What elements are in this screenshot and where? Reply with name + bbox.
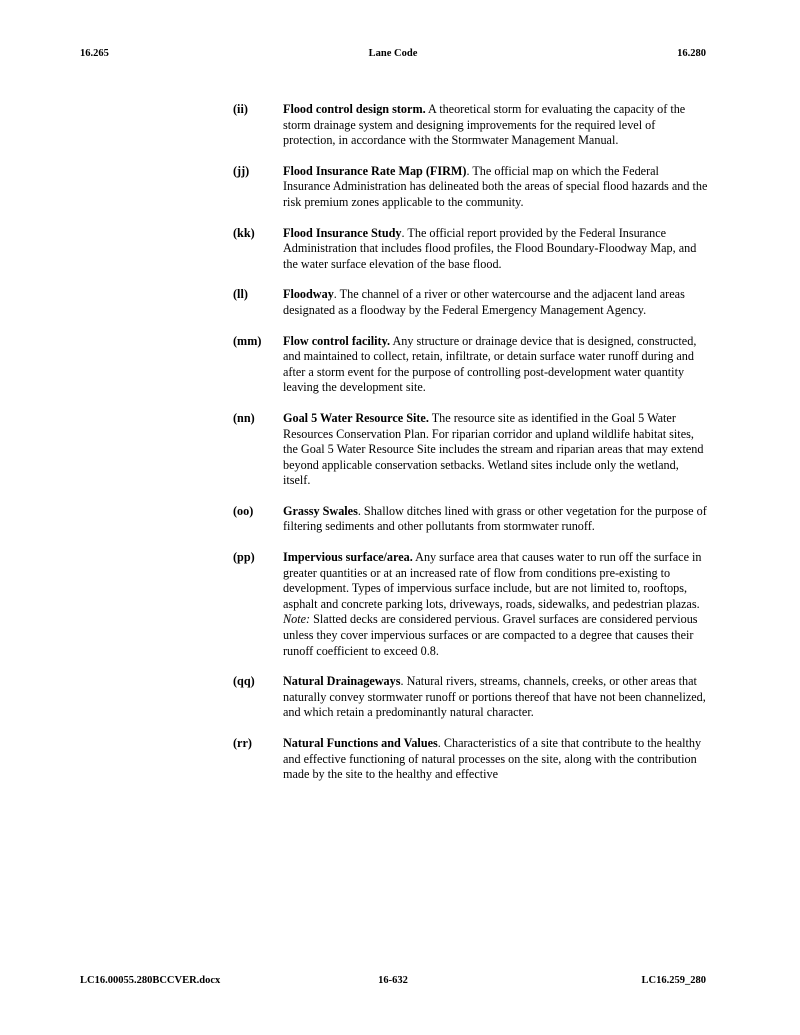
definition-text: Any structure or drainage device that is designed, constructed, and maintained to collect, retain, infiltrate, or detain surface water runoff during and after a storm event for the purpose of controlling post-development water quantity leaving the development site. bbox=[283, 333, 697, 395]
definition-term: Natural Drainageways bbox=[283, 674, 401, 689]
definition-ii bbox=[233, 102, 709, 149]
definition-text: The resource site as identified in the Goal 5 Water Resources Conservation Plan. For riparian corridor and upland wildlife habitat sites, the Goal 5 Water Resource Site includes the stream and riparian areas that may extend beyond applicable conservation setbacks. Wetland sites include only the wetland, itself. bbox=[283, 410, 704, 488]
footer-section-range: LC16.259_280 bbox=[641, 975, 706, 986]
header-section-end: 16.280 bbox=[677, 48, 706, 59]
definition-text: . The official report provided by the Federal Insurance Administration that includes flood profiles, the Flood Boundary-Floodway Map, and the water surface elevation of the base flood. bbox=[283, 225, 697, 271]
definition-text: A theoretical storm for evaluating the capacity of the storm drainage system and designing improvements for the required level of protection, in accordance with the Stormwater Management Manual. bbox=[283, 102, 686, 148]
definition-label: (rr) bbox=[233, 736, 252, 750]
definition-text: . The channel of a river or other watercourse and the adjacent land areas designated as a floodway by the Federal Emergency Management Agency. bbox=[283, 287, 685, 317]
definition-oo bbox=[233, 504, 709, 535]
definition-label: (qq) bbox=[233, 674, 255, 689]
definition-label: (ll) bbox=[233, 287, 248, 302]
definition-term: Goal 5 Water Resource Site. bbox=[283, 410, 429, 425]
definition-term: Natural Functions and Values bbox=[283, 736, 438, 750]
definition-term: Flood control design storm. bbox=[283, 102, 426, 116]
definition-term: Grassy Swales bbox=[283, 503, 358, 518]
definition-pp bbox=[233, 550, 709, 659]
definition-note: Note: bbox=[283, 612, 311, 627]
definition-text: . The official map on which the Federal Insurance Administration has delineated both the areas of special flood hazards and the risk premium zones applicable to the community. bbox=[283, 163, 708, 209]
definition-kk bbox=[233, 226, 709, 273]
definition-label: (ii) bbox=[233, 102, 248, 116]
page-header bbox=[80, 48, 706, 66]
definition-text: . Natural rivers, streams, channels, creeks, or other areas that naturally convey stormwater runoff or portions thereof that have not been channelized, and which retain a predominantly natural character. bbox=[283, 674, 706, 720]
footer-page-number: 16-632 bbox=[378, 975, 408, 986]
definition-label: (mm) bbox=[233, 333, 262, 348]
definition-text-continued: Slatted decks are considered pervious. Gravel surfaces are considered pervious unless they cover impervious surfaces or are compacted to a degree that causes their runoff coefficient to exceed 0.8. bbox=[283, 612, 698, 658]
page-footer bbox=[80, 975, 706, 993]
footer-filename: LC16.00055.280BCCVER.docx bbox=[80, 975, 221, 986]
definition-term: Flow control facility. bbox=[283, 333, 391, 348]
definition-term: Flood Insurance Study bbox=[283, 225, 402, 240]
definition-label: (oo) bbox=[233, 503, 254, 518]
definition-term: Flood Insurance Rate Map (FIRM) bbox=[283, 163, 467, 178]
definitions-list bbox=[233, 102, 709, 798]
definition-ll bbox=[233, 287, 709, 318]
definition-text: . Shallow ditches lined with grass or other vegetation for the purpose of filtering sediments and other pollutants from stormwater runoff. bbox=[283, 503, 707, 534]
definition-label: (nn) bbox=[233, 410, 255, 425]
definition-nn bbox=[233, 411, 709, 489]
definition-text: Any surface area that causes water to run off the surface in greater quantities or at an increased rate of flow from conditions pre-existing to development. Types of impervious surface include, but are not limited to, rooftops, asphalt and concrete parking lots, driveways, roads, sidewalks, and pedestrian plazas. bbox=[283, 550, 702, 611]
definition-jj bbox=[233, 164, 709, 211]
definition-label: (jj) bbox=[233, 163, 250, 178]
definition-rr bbox=[233, 736, 709, 783]
definition-label: (kk) bbox=[233, 225, 255, 240]
definition-term: Impervious surface/area. bbox=[283, 550, 413, 565]
definition-label: (pp) bbox=[233, 550, 255, 565]
definition-qq bbox=[233, 674, 709, 721]
definition-text: . Characteristics of a site that contribute to the healthy and effective functioning of natural processes on the site, along with the contribution made by the site to the healthy and effective bbox=[283, 736, 702, 782]
header-title: Lane Code bbox=[368, 48, 418, 59]
header-section-start: 16.265 bbox=[80, 48, 109, 59]
definition-term: Floodway bbox=[283, 287, 334, 302]
definition-mm bbox=[233, 334, 709, 396]
